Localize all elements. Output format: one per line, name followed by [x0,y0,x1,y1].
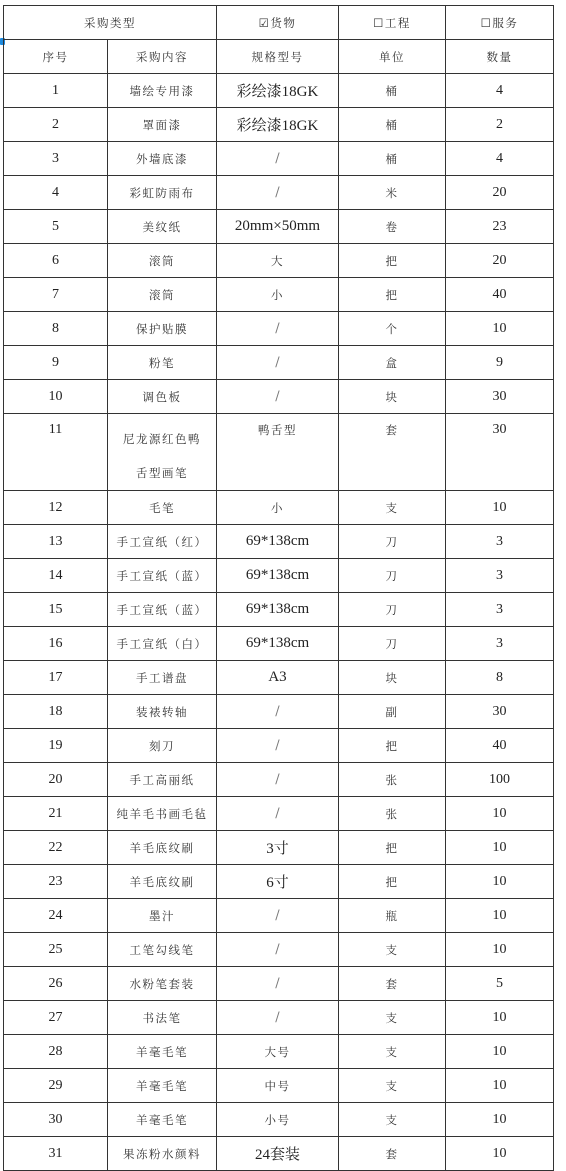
table-row [4,593,554,627]
row-unit: 张 [339,797,446,831]
table-row [4,865,554,899]
row-qty: 10 [446,831,554,865]
row-unit: 刀 [339,593,446,627]
row-content [108,414,217,491]
row-content: 外墙底漆 [108,142,217,176]
row-qty: 40 [446,729,554,763]
table-row [4,108,554,142]
row-content: 滚筒 [108,244,217,278]
row-seq: 2 [4,108,108,142]
header-spec: 规格型号 [217,40,339,74]
table-row [4,933,554,967]
category-project-checkbox[interactable]: ☐工程 [339,6,446,40]
row-unit: 把 [339,278,446,312]
row-seq: 13 [4,525,108,559]
row-unit: 个 [339,312,446,346]
row-qty: 100 [446,763,554,797]
table-row [4,1001,554,1035]
table-row [4,176,554,210]
row-spec: 大号 [217,1035,339,1069]
row-spec: 小号 [217,1103,339,1137]
procurement-table [3,5,554,1171]
row-content: 手工宣纸（白） [108,627,217,661]
row-content: 书法笔 [108,1001,217,1035]
row-spec: 大 [217,244,339,278]
row-unit: 桶 [339,142,446,176]
row-seq: 31 [4,1137,108,1171]
row-seq: 18 [4,695,108,729]
row-spec: 69*138cm [217,593,339,627]
row-qty: 10 [446,899,554,933]
row-unit: 把 [339,729,446,763]
row-seq: 19 [4,729,108,763]
row-spec: / [217,797,339,831]
table-row [4,1137,554,1171]
row-unit: 块 [339,661,446,695]
row-unit: 套 [339,967,446,1001]
row-qty: 10 [446,1137,554,1171]
table-row [4,312,554,346]
row-spec: / [217,346,339,380]
row-qty: 10 [446,1001,554,1035]
row-unit: 块 [339,380,446,414]
row-spec: / [217,380,339,414]
row-content: 羊毛底纹刷 [108,831,217,865]
row-content: 羊毫毛笔 [108,1035,217,1069]
row-seq: 29 [4,1069,108,1103]
table-row [4,899,554,933]
row-qty: 4 [446,142,554,176]
row-qty: 9 [446,346,554,380]
row-unit: 支 [339,1103,446,1137]
row-content: 装裱转轴 [108,695,217,729]
category-goods-checkbox[interactable]: ☑货物 [217,6,339,40]
row-qty: 8 [446,661,554,695]
row-unit: 套 [339,414,446,491]
table-row [4,695,554,729]
row-spec: 6寸 [217,865,339,899]
row-qty: 10 [446,1069,554,1103]
row-unit: 把 [339,831,446,865]
row-unit: 刀 [339,627,446,661]
row-seq: 10 [4,380,108,414]
table-row [4,491,554,525]
row-qty: 10 [446,1035,554,1069]
category-row [4,6,554,40]
table-row [4,559,554,593]
row-content: 果冻粉水颜料 [108,1137,217,1171]
table-row [4,729,554,763]
table-row [4,278,554,312]
table-row [4,346,554,380]
row-content: 彩虹防雨布 [108,176,217,210]
row-seq: 25 [4,933,108,967]
row-seq: 5 [4,210,108,244]
row-seq: 16 [4,627,108,661]
row-unit: 支 [339,491,446,525]
row-seq: 28 [4,1035,108,1069]
table-row [4,244,554,278]
row-seq: 1 [4,74,108,108]
row-seq: 20 [4,763,108,797]
header-unit: 单位 [339,40,446,74]
row-unit: 把 [339,244,446,278]
row-qty: 10 [446,491,554,525]
row-content: 手工宣纸（蓝） [108,593,217,627]
row-spec: / [217,142,339,176]
row-seq: 3 [4,142,108,176]
row-seq: 15 [4,593,108,627]
row-content: 手工谱盘 [108,661,217,695]
category-service-checkbox[interactable]: ☐服务 [446,6,554,40]
row-seq: 4 [4,176,108,210]
row-unit: 刀 [339,559,446,593]
row-spec: 69*138cm [217,525,339,559]
row-spec: 20mm×50mm [217,210,339,244]
row-qty: 30 [446,414,554,491]
row-qty: 20 [446,244,554,278]
row-content: 粉笔 [108,346,217,380]
row-seq: 7 [4,278,108,312]
row-spec: / [217,729,339,763]
row-spec: 小 [217,278,339,312]
row-seq: 14 [4,559,108,593]
row-content: 调色板 [108,380,217,414]
row-spec: / [217,933,339,967]
row-spec: A3 [217,661,339,695]
row-unit: 张 [339,763,446,797]
row-seq: 21 [4,797,108,831]
table-row [4,763,554,797]
row-content-text: 尼龙源红色鸭舌型画笔 [123,432,201,480]
row-unit: 卷 [339,210,446,244]
row-unit: 把 [339,865,446,899]
row-qty: 3 [446,525,554,559]
row-content: 毛笔 [108,491,217,525]
row-seq: 26 [4,967,108,1001]
row-spec: 中号 [217,1069,339,1103]
row-unit: 套 [339,1137,446,1171]
table-row [4,1069,554,1103]
table-row [4,1103,554,1137]
table-row [4,74,554,108]
row-spec: / [217,1001,339,1035]
row-unit: 刀 [339,525,446,559]
row-seq: 17 [4,661,108,695]
row-seq: 30 [4,1103,108,1137]
row-qty: 4 [446,74,554,108]
header-content: 采购内容 [108,40,217,74]
row-seq: 23 [4,865,108,899]
row-qty: 5 [446,967,554,1001]
row-qty: 10 [446,933,554,967]
header-row [4,40,554,74]
row-qty: 10 [446,312,554,346]
row-spec: / [217,763,339,797]
header-qty: 数量 [446,40,554,74]
row-spec: / [217,967,339,1001]
row-content: 手工宣纸（蓝） [108,559,217,593]
row-seq: 9 [4,346,108,380]
table-row [4,414,554,491]
row-seq: 8 [4,312,108,346]
header-seq: 序号 [4,40,108,74]
row-unit: 桶 [339,108,446,142]
table-row [4,210,554,244]
row-spec: / [217,312,339,346]
table-row [4,831,554,865]
row-spec: / [217,176,339,210]
row-seq: 24 [4,899,108,933]
row-unit: 瓶 [339,899,446,933]
row-content: 罩面漆 [108,108,217,142]
row-seq: 27 [4,1001,108,1035]
table-row [4,525,554,559]
row-spec: 小 [217,491,339,525]
row-content: 美纹纸 [108,210,217,244]
row-seq: 22 [4,831,108,865]
table-row [4,142,554,176]
row-qty: 3 [446,627,554,661]
row-content: 纯羊毛书画毛毡 [108,797,217,831]
row-content: 工笔勾线笔 [108,933,217,967]
row-qty: 3 [446,559,554,593]
row-spec: 24套装 [217,1137,339,1171]
row-content: 墙绘专用漆 [108,74,217,108]
row-content: 羊毫毛笔 [108,1103,217,1137]
row-unit: 米 [339,176,446,210]
row-spec: / [217,899,339,933]
row-unit: 副 [339,695,446,729]
procurement-type-label: 采购类型 [4,6,217,40]
row-unit: 支 [339,933,446,967]
row-content: 水粉笔套装 [108,967,217,1001]
table-row [4,797,554,831]
row-qty: 30 [446,695,554,729]
row-content: 手工高丽纸 [108,763,217,797]
row-content: 保护贴膜 [108,312,217,346]
row-content: 刻刀 [108,729,217,763]
row-unit: 支 [339,1069,446,1103]
row-qty: 10 [446,1103,554,1137]
row-qty: 40 [446,278,554,312]
row-seq: 6 [4,244,108,278]
row-qty: 2 [446,108,554,142]
row-qty: 10 [446,797,554,831]
row-qty: 23 [446,210,554,244]
row-unit: 盒 [339,346,446,380]
row-qty: 30 [446,380,554,414]
table-row [4,627,554,661]
row-spec: 鸭舌型 [217,414,339,491]
table-row [4,1035,554,1069]
row-content: 墨汁 [108,899,217,933]
row-unit: 支 [339,1035,446,1069]
row-spec: 3寸 [217,831,339,865]
row-seq: 12 [4,491,108,525]
table-row [4,661,554,695]
row-spec: / [217,695,339,729]
row-spec: 69*138cm [217,559,339,593]
row-content: 羊毛底纹刷 [108,865,217,899]
row-spec: 彩绘漆18GK [217,108,339,142]
row-spec: 彩绘漆18GK [217,74,339,108]
row-content: 滚筒 [108,278,217,312]
row-content: 羊毫毛笔 [108,1069,217,1103]
row-unit: 桶 [339,74,446,108]
row-spec: 69*138cm [217,627,339,661]
row-unit: 支 [339,1001,446,1035]
table-row [4,967,554,1001]
row-seq: 11 [4,414,108,491]
row-qty: 3 [446,593,554,627]
row-content: 手工宣纸（红） [108,525,217,559]
row-qty: 10 [446,865,554,899]
row-qty: 20 [446,176,554,210]
table-row [4,380,554,414]
